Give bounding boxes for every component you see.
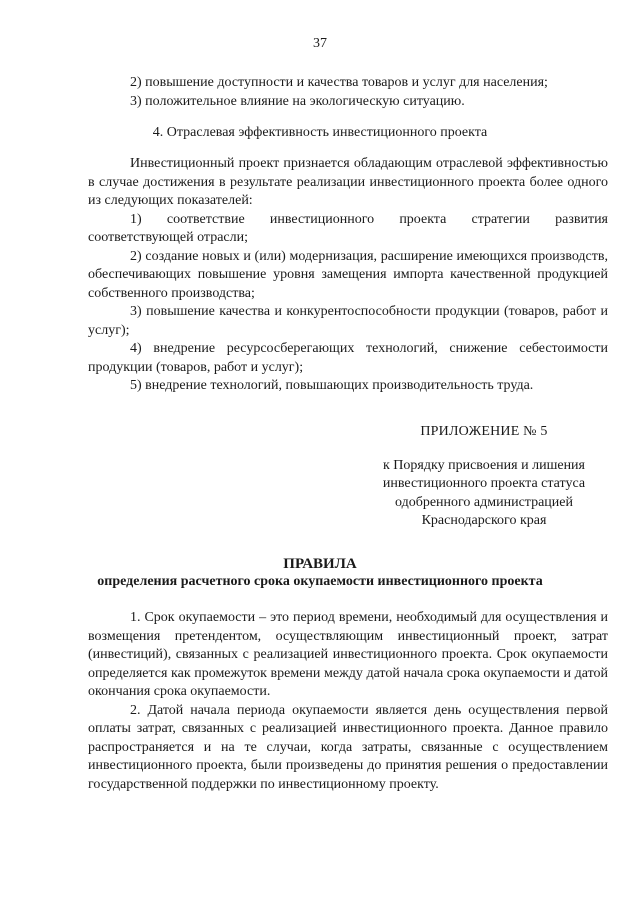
list-item: 2) создание новых и (или) модернизация, расширение имеющихся производств, обеспечивающих повышение уровня замещения импорта качественной продукцией собственного производства; [88, 248, 608, 301]
section-body [88, 155, 608, 396]
continuation-list [88, 74, 608, 111]
paragraph: Инвестиционный проект признается обладающим отраслевой эффективностью в случае достижения в результате реализации инвестиционного проекта более одного из следующих показателей: [88, 156, 608, 208]
appendix-heading: ПРИЛОЖЕНИЕ № 5 [420, 424, 548, 439]
paragraph: 1. Срок окупаемости – это период времени, необходимый для осуществления и возмещения претендентом, осуществляющим инвестиционный проект, затрат (инвестиций), связанных с реализацией инвестиционного проекта. Срок окупаемости определяется как промежуток времени между датой начала срока окупаемости и датой окончания срока окупаемости. [88, 610, 608, 699]
rules-title: ПРАВИЛА [283, 556, 357, 572]
list-item: 3) положительное влияние на экологическую ситуацию. [130, 93, 465, 109]
list-item: 5) внедрение технологий, повышающих производительность труда. [130, 378, 534, 393]
paragraph: 2. Датой начала периода окупаемости является день осуществления первой оплаты затрат, связанных с реализацией инвестиционного проекта. Данное правило распространяется и на те случаи, когда затраты, связанные с осуществлением инвестиционного проекта, были произведены до принятия решения о предоставлении государственной поддержки по инвестиционному проекту. [88, 702, 608, 792]
rules-subtitle: определения расчетного срока окупаемости инвестиционного проекта [97, 574, 543, 589]
list-item: 1) соответствие инвестиционного проекта стратегии развития соответствующей отрасли; [88, 211, 608, 245]
page-number: 37 [313, 36, 327, 51]
appendix-subtitle: к Порядку присвоения и лишения инвестиционного проекта статуса одобренного администрацией Краснодарского края [382, 457, 586, 528]
list-item: 3) повышение качества и конкурентоспособности продукции (товаров, работ и услуг); [88, 304, 608, 338]
section-title: 4. Отраслевая эффективность инвестиционного проекта [152, 125, 488, 140]
list-item: 4) внедрение ресурсосберегающих технологий, снижение себестоимости продукции (товаров, работ и услуг); [88, 341, 608, 375]
appendix-block [356, 423, 612, 531]
list-item: 2) повышение доступности и качества товаров и услуг для населения; [130, 75, 548, 90]
rules-body [88, 609, 608, 794]
